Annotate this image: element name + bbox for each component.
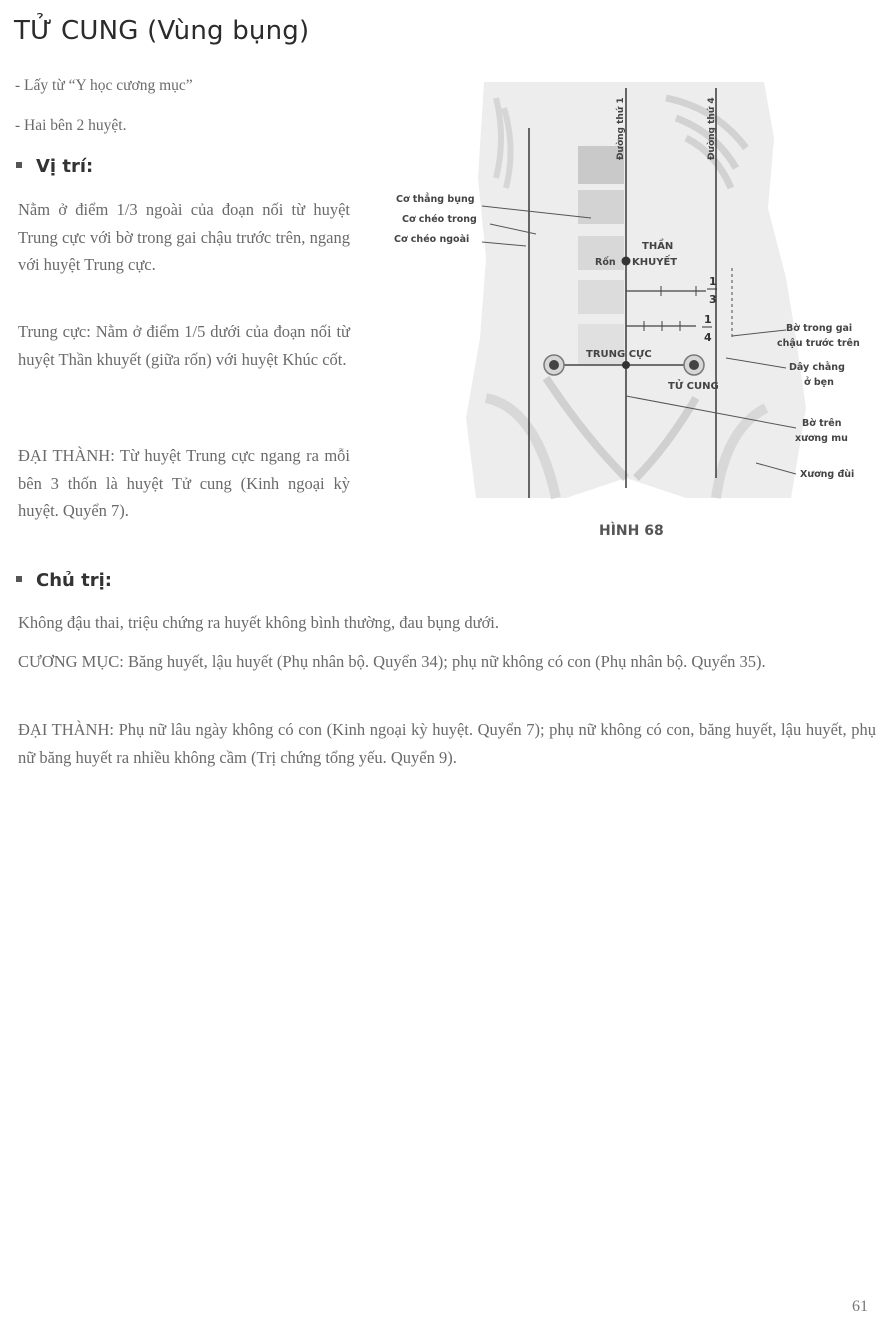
bullet-icon [16, 576, 22, 582]
rectus-block [578, 280, 624, 314]
source-line: - Lấy từ “Y học cương mục” [15, 77, 193, 94]
muscle-label: Cơ thẳng bụng [396, 194, 475, 205]
pubis-label: Bờ trên [802, 418, 842, 429]
femur-label: Xương đùi [800, 469, 855, 480]
trung-cuc-label: TRUNG CỰC [586, 349, 652, 360]
rectus-block [578, 190, 624, 224]
abdomen-diagram [386, 78, 880, 548]
muscle-label: Cơ chéo ngoài [394, 234, 470, 245]
muscle-label: Cơ chéo trong [402, 214, 477, 225]
section-heading-chu-tri [16, 570, 112, 591]
than-khuyet-label: KHUYẾT [632, 257, 678, 268]
tu-cung-right-center [689, 360, 699, 370]
fraction-numerator: 1 [704, 313, 712, 326]
ligament-label: Dây chằng [789, 362, 845, 373]
fraction-denominator: 3 [709, 293, 717, 306]
dai-thanh-indication-paragraph: ĐẠI THÀNH: Phụ nữ lâu ngày không có con (Kinh ngoại kỳ huyệt. Quyển 7); phụ nữ không có con, băng huyết, lậu huyết, phụ nữ băng huyết ra nhiều không cầm (Trị chứng tổng yếu. Quyển 9). [18, 720, 876, 767]
line4-label: Đường thứ 4 [707, 97, 717, 160]
cuong-muc-paragraph: CƯƠNG MỤC: Băng huyết, lậu huyết (Phụ nhân bộ. Quyển 34); phụ nữ không có con (Phụ nhân bộ. Quyển 35). [18, 652, 766, 671]
location-paragraph: Nằm ở điểm 1/3 ngoài của đoạn nối từ huyệt Trung cực với bờ trong gai chậu trước trên, ngang với huyệt Trung cực. [18, 200, 350, 274]
pubis-label: xương mu [795, 433, 848, 444]
trung-cuc-point [622, 361, 630, 369]
count-line: - Hai bên 2 huyệt. [15, 117, 127, 134]
abdomen-silhouette [466, 82, 806, 498]
tu-cung-label: TỬ CUNG [668, 381, 719, 392]
trung-cuc-paragraph: Trung cực: Nằm ở điểm 1/5 dưới của đoạn nối từ huyệt Thần khuyết (giữa rốn) với huyệt Khúc cốt. [18, 322, 350, 369]
navel-point [622, 257, 631, 266]
fraction-denominator: 4 [704, 331, 712, 344]
figure-caption: HÌNH 68 [599, 523, 664, 539]
fraction-numerator: 1 [709, 275, 717, 288]
section-heading-label: Chủ trị: [36, 570, 112, 591]
section-heading-label: Vị trí: [36, 156, 94, 177]
page-number: 61 [852, 1298, 868, 1315]
tu-cung-left-center [549, 360, 559, 370]
indication-paragraph: Không đậu thai, triệu chứng ra huyết không bình thường, đau bụng dưới. [18, 613, 499, 632]
iliac-spine-label: chậu trước trên [777, 338, 860, 349]
anatomy-figure [386, 78, 880, 548]
line1-label: Đường thứ 1 [616, 97, 626, 160]
section-heading-vi-tri [16, 156, 93, 177]
than-khuyet-label: THẦN [642, 241, 674, 252]
dai-thanh-paragraph: ĐẠI THÀNH: Từ huyệt Trung cực ngang ra mỗi bên 3 thốn là huyệt Tử cung (Kinh ngoại kỳ huyệt. Quyển 7). [18, 446, 350, 520]
page-title: TỬ CUNG (Vùng bụng) [14, 16, 310, 46]
iliac-spine-label: Bờ trong gai [786, 323, 853, 334]
ligament-label: ở bẹn [804, 377, 834, 388]
navel-label: Rốn [595, 257, 616, 268]
bullet-icon [16, 162, 22, 168]
